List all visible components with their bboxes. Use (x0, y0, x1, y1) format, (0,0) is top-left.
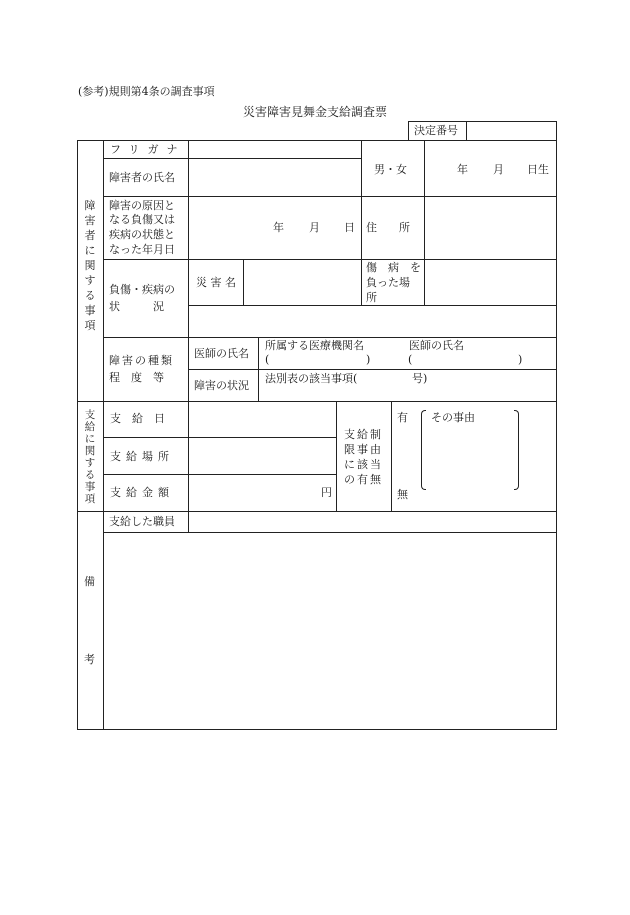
reason-label: その事由 (431, 411, 475, 424)
birth-year-label: 年 (457, 163, 468, 176)
cause-month-label: 月 (309, 221, 320, 234)
furigana-label: フリガナ (110, 143, 186, 156)
disability-type-label-1: 障害の種類 (109, 354, 174, 367)
restriction-label-1: 支給制 (344, 428, 383, 441)
yen-label: 円 (321, 486, 332, 499)
staff-label: 支給した職員 (109, 515, 175, 528)
cause-year-label: 年 (273, 221, 284, 234)
restriction-label-2: 限事由 (344, 443, 383, 456)
law-table-label: 法別表の該当事項( (265, 372, 358, 385)
paren-open-1: ( (265, 353, 270, 366)
cause-date-label-2: なる負傷又は (109, 213, 175, 226)
institution-label: 所属する医療機関名 (265, 339, 364, 352)
injury-place-label-3: 所 (366, 291, 377, 304)
condition-label: 障害の状況 (194, 379, 249, 392)
staff-field[interactable] (189, 512, 556, 531)
pay-date-label: 支 給 日 (110, 412, 165, 425)
decision-number-field[interactable] (467, 122, 556, 140)
decision-number-label: 決定番号 (414, 124, 458, 137)
institution-field[interactable] (272, 352, 364, 366)
name-field[interactable] (189, 159, 360, 195)
law-table-field[interactable] (366, 371, 410, 385)
disaster-name-label: 災 害 名 (196, 276, 236, 289)
paren-close-2: ) (518, 353, 523, 366)
reason-bracket-right (514, 410, 519, 490)
cause-date-label-1: 障害の原因と (109, 199, 175, 212)
section-payment-label: 支 給 に 関 す る 事 項 (84, 409, 96, 505)
birth-day-label: 日生 (527, 163, 549, 176)
cause-date-label-4: なった年月日 (109, 243, 175, 256)
injury-place-field[interactable] (425, 260, 556, 304)
remarks-label-1: 備 (84, 575, 95, 588)
paren-close-1: ) (366, 353, 371, 366)
doctor-name-label: 医師の氏名 (194, 347, 249, 360)
gender-label[interactable]: 男・女 (374, 163, 407, 176)
pay-amount-label: 支給金額 (110, 486, 174, 499)
form-title: 災害障害見舞金支給調査票 (243, 105, 388, 119)
disability-type-label-2: 程 度 等 (109, 371, 164, 384)
address-label: 住 所 (366, 221, 410, 234)
remarks-field[interactable] (104, 533, 556, 729)
address-field[interactable] (425, 197, 556, 258)
cause-day-label: 日 (344, 221, 355, 234)
yes-option[interactable]: 有 (397, 411, 408, 424)
injury-label-1: 負傷・疾病の (109, 283, 175, 296)
law-table-end: 号) (412, 372, 428, 385)
injury-place-label-2: 負った場 (366, 276, 410, 289)
doctor-fullname-field[interactable] (415, 352, 515, 366)
no-option[interactable]: 無 (397, 488, 408, 501)
injury-status-field[interactable] (189, 306, 556, 336)
doctor-fullname-label: 医師の氏名 (409, 339, 464, 352)
pay-date-field[interactable] (189, 402, 335, 436)
injury-place-label-1: 傷 病 を (366, 261, 421, 274)
reason-field[interactable] (428, 426, 512, 486)
pay-amount-field[interactable] (189, 475, 317, 510)
injury-label-2: 状 況 (109, 300, 164, 313)
disaster-name-field[interactable] (244, 260, 360, 304)
pay-place-field[interactable] (189, 438, 335, 473)
pay-place-label: 支給場所 (110, 450, 174, 463)
reference-note: (参考)規則第4条の調査事項 (78, 85, 215, 98)
birth-month-label: 月 (493, 163, 504, 176)
paren-open-2: ( (408, 353, 413, 366)
restriction-label-3: に該当 (344, 458, 383, 471)
section-applicant-label: 障 害 者 に 関 す る 事 項 (84, 199, 96, 332)
name-label: 障害者の氏名 (109, 171, 175, 184)
cause-date-label-3: 疾病の状態と (109, 228, 175, 241)
remarks-label-2: 考 (84, 653, 95, 666)
reason-bracket-left (421, 410, 426, 490)
restriction-label-4: の有無 (344, 473, 383, 486)
furigana-field[interactable] (189, 141, 360, 157)
